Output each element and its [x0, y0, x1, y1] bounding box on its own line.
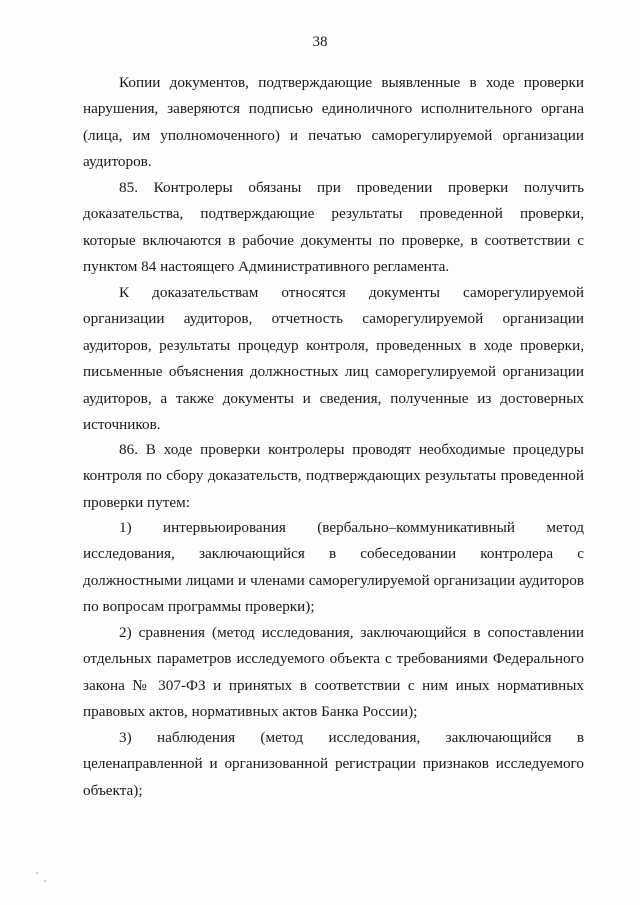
word: документы [368, 284, 441, 301]
page-number: 38 [312, 34, 328, 50]
word: интервьюирования [162, 519, 286, 536]
paragraph-86 [83, 437, 584, 516]
word: в [576, 729, 584, 746]
paragraph-text: целенаправленной и организованной регистрации признаков исследуемого объекта); [83, 755, 584, 799]
paragraph-text: 86. В ходе проверки контролеры проводят необходимые процедуры контроля по сбору доказательств, подтверждающих результаты проведенной проверки путем: [83, 441, 584, 511]
list-number: 3) [119, 729, 132, 746]
scan-artifact [44, 880, 46, 882]
list-item-observation [83, 725, 584, 804]
word: относятся [281, 284, 346, 301]
list-item-comparison [83, 620, 584, 726]
word: К [119, 284, 130, 301]
word: саморегулируемой [463, 284, 584, 301]
paragraph-text: организации аудиторов, отчетность саморегулируемой организации аудиторов, результаты процедур контроля, проведенных в ходе проверки, письменные объяснения должностных лиц саморегулируемой организации аудиторов, а также документы и сведения, полученные из достоверных источников. [83, 310, 584, 434]
paragraph-first-line [83, 515, 584, 541]
list-number: 1) [119, 519, 132, 536]
word: наблюдения [156, 729, 236, 746]
paragraph-85 [83, 175, 584, 281]
paragraph-first-line [83, 725, 584, 751]
list-item-interviewing [83, 515, 584, 621]
paragraph-text: Копии документов, подтверждающие выявленные в ходе проверки нарушения, заверяются подписью единоличного исполнительного органа (лица, им уполномоченного) и печатью саморегулируемой организации аудиторов. [83, 74, 584, 171]
word: исследования, [328, 729, 421, 746]
scan-artifact [36, 872, 38, 874]
word: (вербально–коммуникативный [317, 519, 516, 536]
paragraph-text: исследования, заключающийся в собеседовании контролера с должностными лицами и членами саморегулируемой организации аудиторов по вопросам программы проверки); [83, 545, 584, 616]
word: метод [546, 519, 584, 536]
paragraph-text: 2) сравнения (метод исследования, заключающийся в сопоставлении отдельных параметров исследуемого объекта с требованиями Федерального закона № 307-ФЗ и принятых в соответствии с ним иных нормативных правовых актов, нормативных актов Банка России); [83, 624, 584, 721]
paragraph-copies-of-documents [83, 70, 584, 176]
word: (метод [260, 729, 304, 746]
paragraph-first-line [83, 280, 584, 306]
word: заключающийся [445, 729, 552, 746]
paragraph-evidence-list [83, 280, 584, 438]
word: доказательствам [152, 284, 259, 301]
paragraph-text: 85. Контролеры обязаны при проведении проверки получить доказательства, подтверждающие результаты проведенной проверки, которые включаются в рабочие документы по проверке, в соответствии с пунктом 84 настоящего Административного регламента. [83, 179, 584, 276]
